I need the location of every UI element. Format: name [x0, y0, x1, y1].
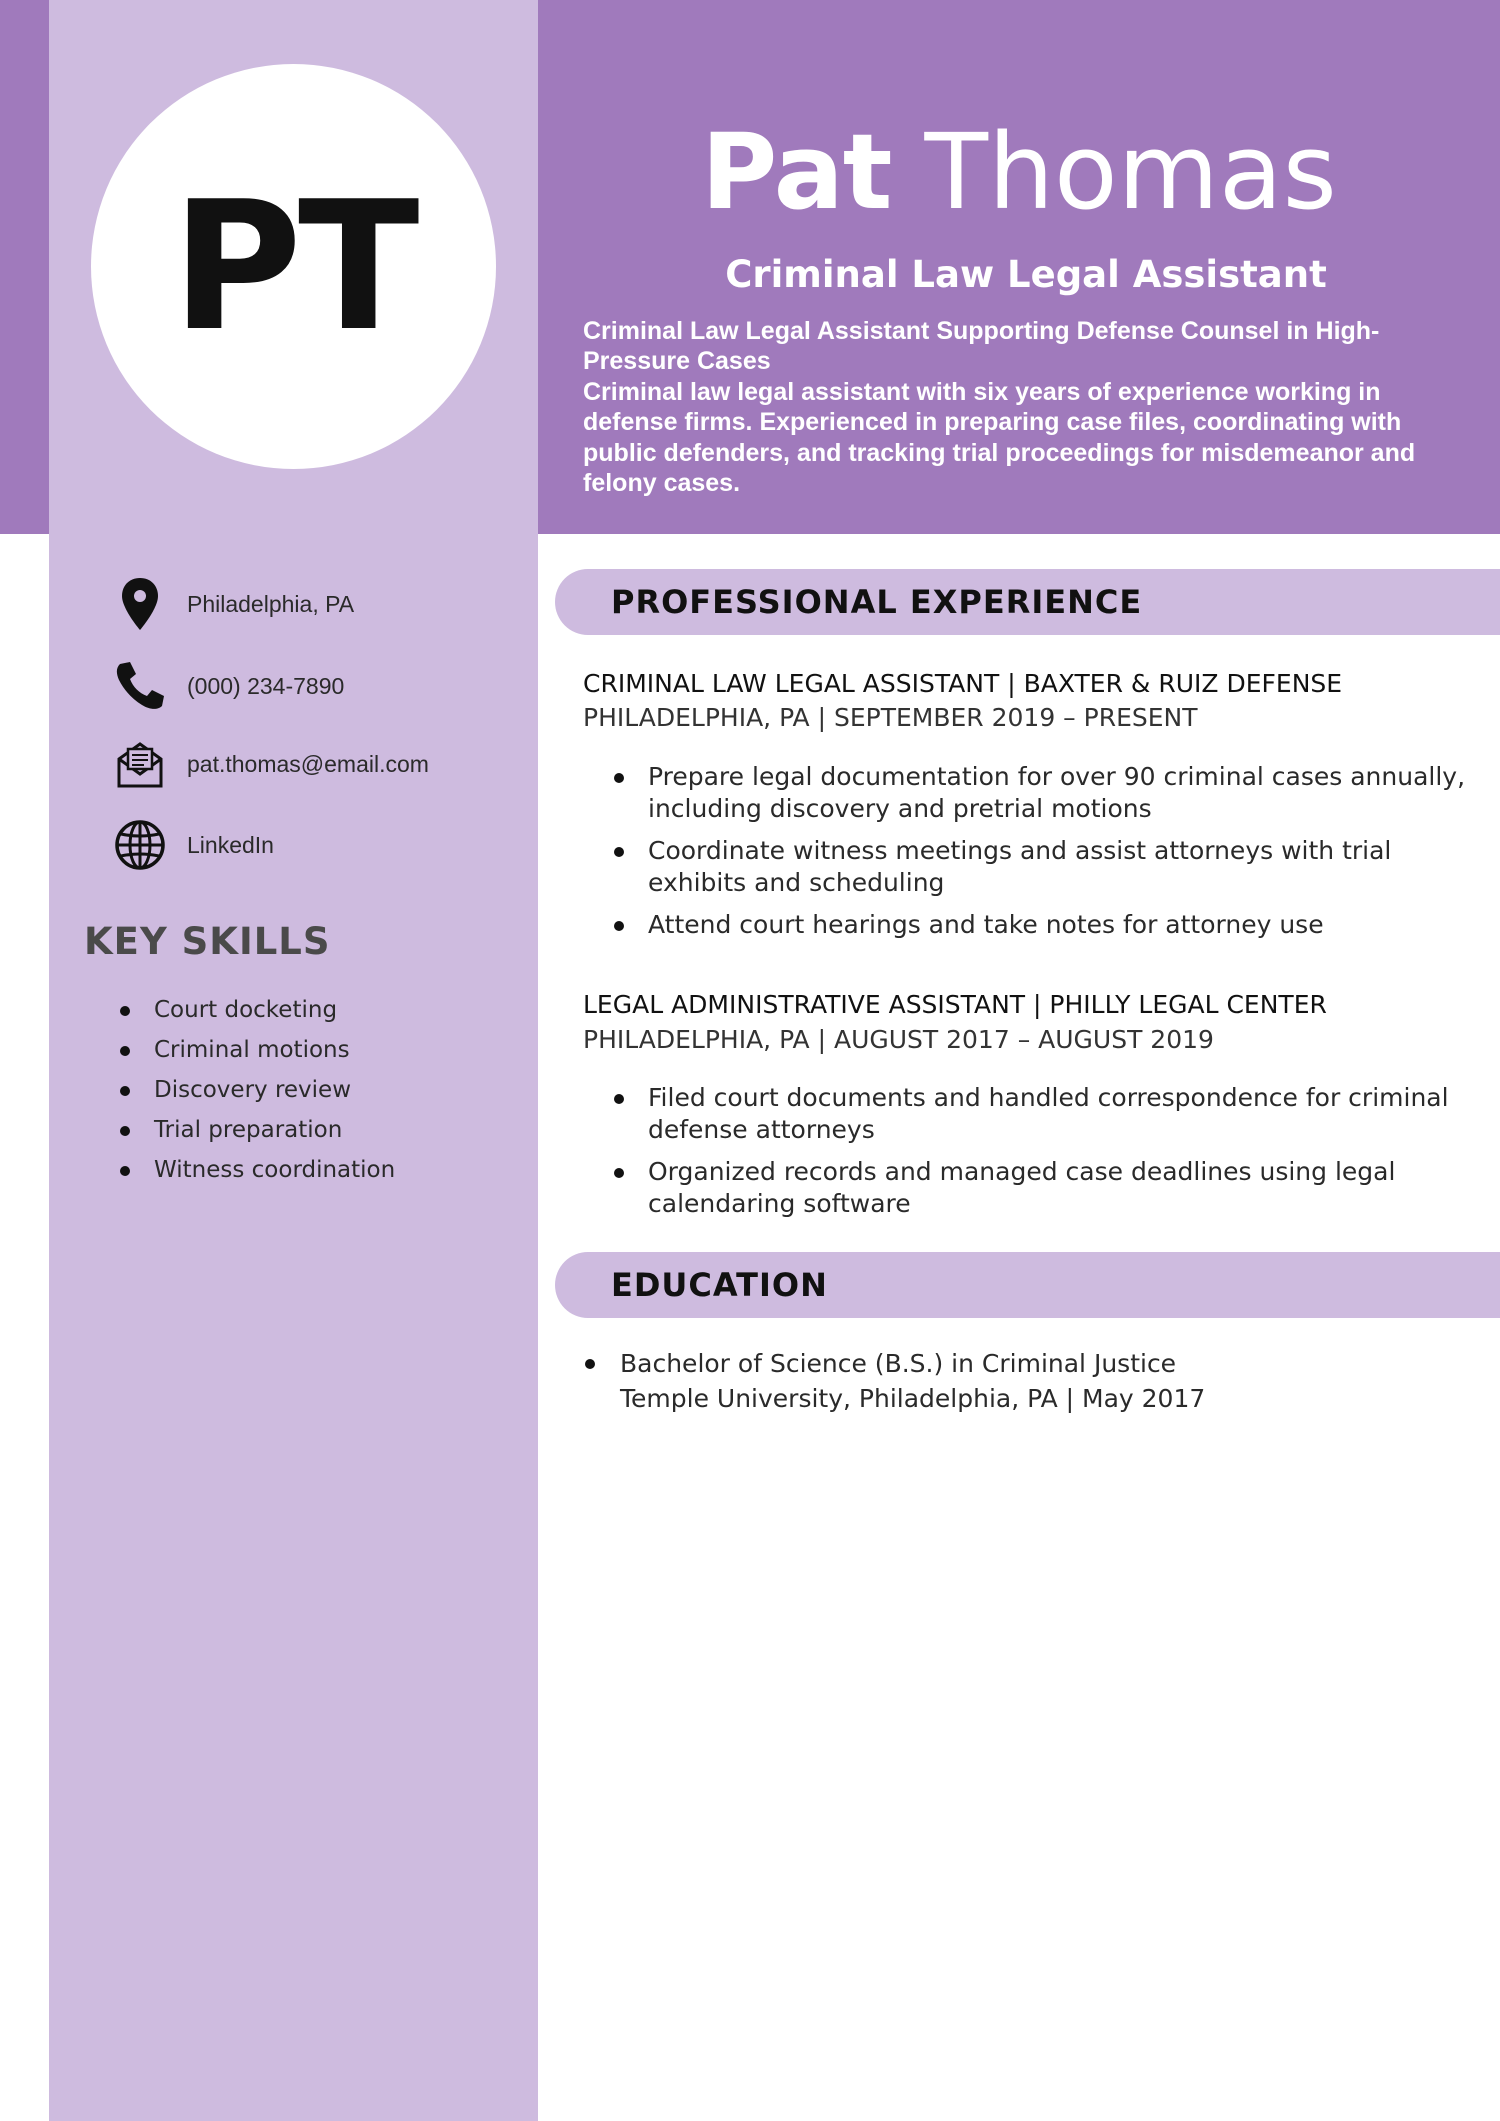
skill-item: Criminal motions	[112, 1030, 395, 1070]
contact-email	[112, 734, 429, 794]
education-entry	[583, 1346, 1483, 1416]
email-text[interactable]: pat.thomas@email.com	[187, 750, 429, 777]
job-1-bullet: Coordinate witness meetings and assist attorneys with trial exhibits and scheduling	[612, 835, 1472, 899]
job-2-meta: PHILADELPHIA, PA | AUGUST 2017 – AUGUST 2019	[583, 1025, 1214, 1054]
location-text: Philadelphia, PA	[187, 590, 355, 617]
job-1-bullet: Attend court hearings and take notes for attorney use	[612, 909, 1472, 941]
contact-linkedin	[112, 815, 274, 875]
education-heading: EDUCATION	[611, 1266, 828, 1304]
first-name: Pat	[701, 111, 892, 233]
phone-text: (000) 234-7890	[187, 672, 345, 699]
skills-heading: KEY SKILLS	[84, 920, 331, 963]
education-degree-line	[583, 1346, 1483, 1381]
job-1-bullets	[612, 761, 1472, 951]
skills-list	[112, 990, 395, 1190]
summary	[583, 316, 1453, 498]
email-icon	[112, 736, 168, 792]
job-2-bullet: Filed court documents and handled correspondence for criminal defense attorneys	[612, 1082, 1472, 1146]
experience-heading: PROFESSIONAL EXPERIENCE	[611, 583, 1143, 621]
linkedin-link[interactable]: LinkedIn	[187, 831, 274, 858]
globe-icon	[112, 817, 168, 873]
skill-item: Court docketing	[112, 990, 395, 1030]
phone-icon	[112, 658, 168, 714]
job-2-bullet: Organized records and managed case deadlines using legal calendaring software	[612, 1156, 1472, 1220]
job-2-bullets	[612, 1082, 1472, 1230]
job-title-heading: Criminal Law Legal Assistant	[725, 253, 1327, 296]
experience-section-header	[555, 569, 1500, 635]
summary-headline: Criminal Law Legal Assistant Supporting Defense Counsel in High-Pressure Cases	[583, 317, 1380, 376]
monogram-text: PT	[171, 162, 416, 370]
last-name: Thomas	[924, 111, 1337, 233]
skill-item: Trial preparation	[112, 1110, 395, 1150]
contact-location	[112, 574, 355, 634]
job-1-title: CRIMINAL LAW LEGAL ASSISTANT | BAXTER & RUIZ DEFENSE	[583, 669, 1343, 698]
skill-item: Witness coordination	[112, 1150, 395, 1190]
job-2-title: LEGAL ADMINISTRATIVE ASSISTANT | PHILLY LEGAL CENTER	[583, 990, 1327, 1019]
education-degree: Bachelor of Science (B.S.) in Criminal Justice	[620, 1349, 1177, 1378]
job-1-bullet: Prepare legal documentation for over 90 criminal cases annually, including discovery and pretrial motions	[612, 761, 1472, 825]
bullet-dot	[585, 1359, 595, 1369]
education-section-header	[555, 1252, 1500, 1318]
contact-phone	[112, 656, 345, 716]
job-1-meta: PHILADELPHIA, PA | SEPTEMBER 2019 – PRESENT	[583, 703, 1198, 732]
monogram-avatar	[91, 64, 496, 469]
skill-item: Discovery review	[112, 1070, 395, 1110]
candidate-name	[538, 111, 1500, 233]
summary-text: Criminal law legal assistant with six years of experience working in defense firms. Experienced in preparing case files, coordinating with public defenders, and tracking trial proceedings for misdemeanor and felony cases.	[583, 377, 1416, 498]
location-pin-icon	[112, 576, 168, 632]
education-school: Temple University, Philadelphia, PA | May 2017	[620, 1384, 1206, 1413]
